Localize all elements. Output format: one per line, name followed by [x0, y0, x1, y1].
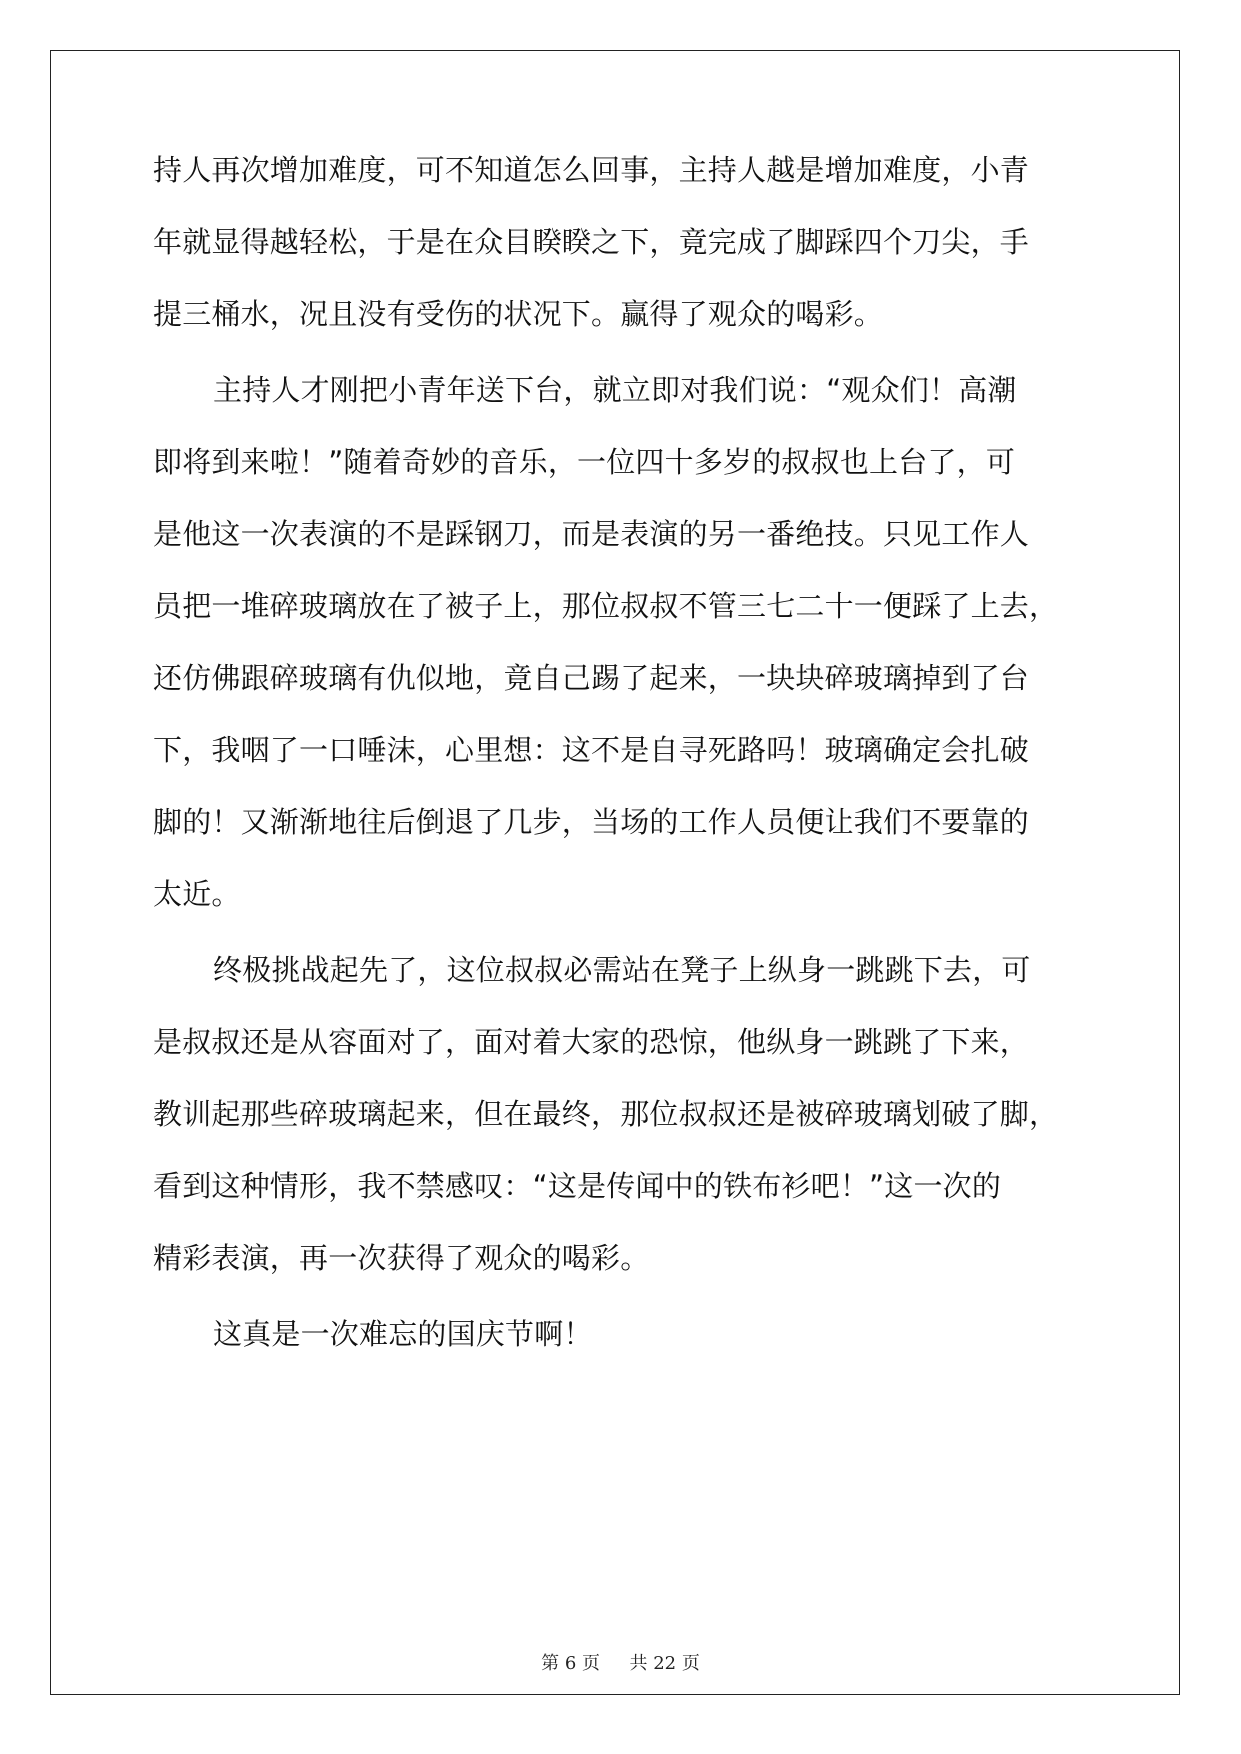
text-line: 精彩表演，再一次获得了观众的喝彩。	[153, 1241, 650, 1275]
text-line: 主持人才刚把小青年送下台，就立即对我们说：“观众们！高潮	[213, 373, 1017, 407]
text-line: 是他这一次表演的不是踩钢刀，而是表演的另一番绝技。只见工作人	[153, 517, 1030, 551]
text-line: 即将到来啦！”随着奇妙的音乐，一位四十多岁的叔叔也上台了，可	[153, 445, 1016, 479]
text-line: 这真是一次难忘的国庆节啊！	[213, 1317, 593, 1351]
text-line: 下，我咽了一口唾沫，心里想：这不是自寻死路吗！玻璃确定会扎破	[153, 733, 1030, 767]
text-line: 提三桶水，况且没有受伤的状况下。赢得了观众的喝彩。	[153, 297, 884, 331]
text-line: 持人再次增加难度，可不知道怎么回事，主持人越是增加难度，小青	[153, 153, 1030, 187]
text-line: 年就显得越轻松，于是在众目睽睽之下，竟完成了脚踩四个刀尖，手	[153, 225, 1030, 259]
text-line: 太近。	[153, 877, 241, 911]
total-pages: 共 22 页	[629, 1653, 700, 1674]
text-line: 员把一堆碎玻璃放在了被子上，那位叔叔不管三七二十一便踩了上去，	[153, 589, 1059, 623]
text-line: 还仿佛跟碎玻璃有仇似地，竟自己踢了起来，一块块碎玻璃掉到了台	[153, 661, 1030, 695]
text-line: 教训起那些碎玻璃起来，但在最终，那位叔叔还是被碎玻璃划破了脚，	[153, 1097, 1059, 1131]
text-line: 看到这种情形，我不禁感叹：“这是传闻中的铁布衫吧！”这一次的	[153, 1169, 1002, 1203]
text-line: 终极挑战起先了，这位叔叔必需站在凳子上纵身一跳跳下去，可	[213, 953, 1031, 987]
page-footer	[0, 1652, 1241, 1676]
page-number: 第 6 页	[541, 1653, 601, 1674]
text-line: 是叔叔还是从容面对了，面对着大家的恐惊，他纵身一跳跳了下来，	[153, 1025, 1030, 1059]
text-line: 脚的！又渐渐地往后倒退了几步，当场的工作人员便让我们不要靠的	[153, 805, 1030, 839]
